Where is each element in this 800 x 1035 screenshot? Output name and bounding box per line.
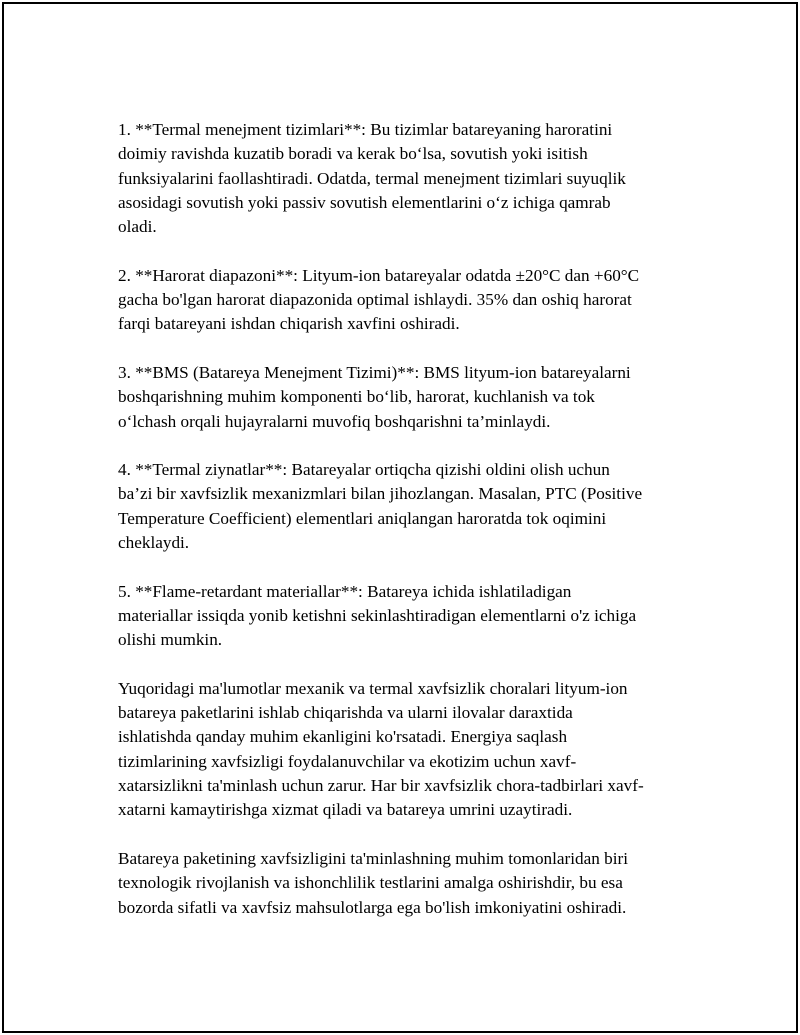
- paragraph-conclusion: Batareya paketining xavfsizligini ta'minlashning muhim tomonlaridan biri texnologik rivojlanish va ishonchlilik testlarini amalga oshirishdir, bu esa bozorda sifatli va xavfsiz mahsulotlarga ega bo'lish imkoniyatini oshiradi.: [118, 848, 629, 917]
- paragraph-harorat-diapazoni: 2. **Harorat diapazoni**: Lityum-ion batareyalar odatda ±20°C dan +60°C gacha bo'lgan harorat diapazonida optimal ishlaydi. 35% dan oshiq harorat farqi batareyani ishdan chiqarish xavfini oshiradi.: [118, 265, 640, 334]
- paragraph-termal-menejment: 1. **Termal menejment tizimlari**: Bu tizimlar batareyaning haroratini doimiy ravishda kuzatib boradi va kerak bo‘lsa, sovutish yoki isitish funksiyalarini faollashtiradi. Odatda, termal menejment tizimlari suyuqlik asosidagi sovutish yoki passiv sovutish elementlarini o‘z ichiga qamrab oladi.: [118, 120, 626, 237]
- paragraph-termal-ziynatlar: 4. **Termal ziynatlar**: Batareyalar ortiqcha qizishi oldini olish uchun ba’zi bir xavfsizlik mexanizmlari bilan jihozlangan. Masalan, PTC (Positive Temperature Coefficient) elementlari aniqlangan haroratda tok oqimini cheklaydi.: [118, 460, 643, 553]
- document-body: [118, 118, 688, 944]
- paragraph-summary: Yuqoridagi ma'lumotlar mexanik va termal xavfsizlik choralari lityum-ion batareya paketlarini ishlab chiqarishda va ularni ilovalar daraxtida ishlatishda qanday muhim ekanligini ko'rsatadi. Energiya saqlash tizimlarining xavfsizligi foydalanuvchilar va ekotizim uchun xavf- xatarsizlikni ta'minlash uchun zarur. Har bir xavfsizlik chora-tadbirlari xavf- xatarni kamaytirishga xizmat qiladi va batareya umrini uzaytiradi.: [118, 678, 644, 820]
- paragraph-flame-retardant: 5. **Flame-retardant materiallar**: Batareya ichida ishlatiladigan materiallar issiqda yonib ketishni sekinlashtiradigan elementlarni o'z ichiga olishi mumkin.: [118, 581, 637, 650]
- paragraph-bms: 3. **BMS (Batareya Menejment Tizimi)**: BMS lityum-ion batareyalarni boshqarishning muhim komponenti bo‘lib, harorat, kuchlanish va tok o‘lchash orqali hujayralarni muvofiq boshqarishni ta’minlaydi.: [118, 362, 631, 431]
